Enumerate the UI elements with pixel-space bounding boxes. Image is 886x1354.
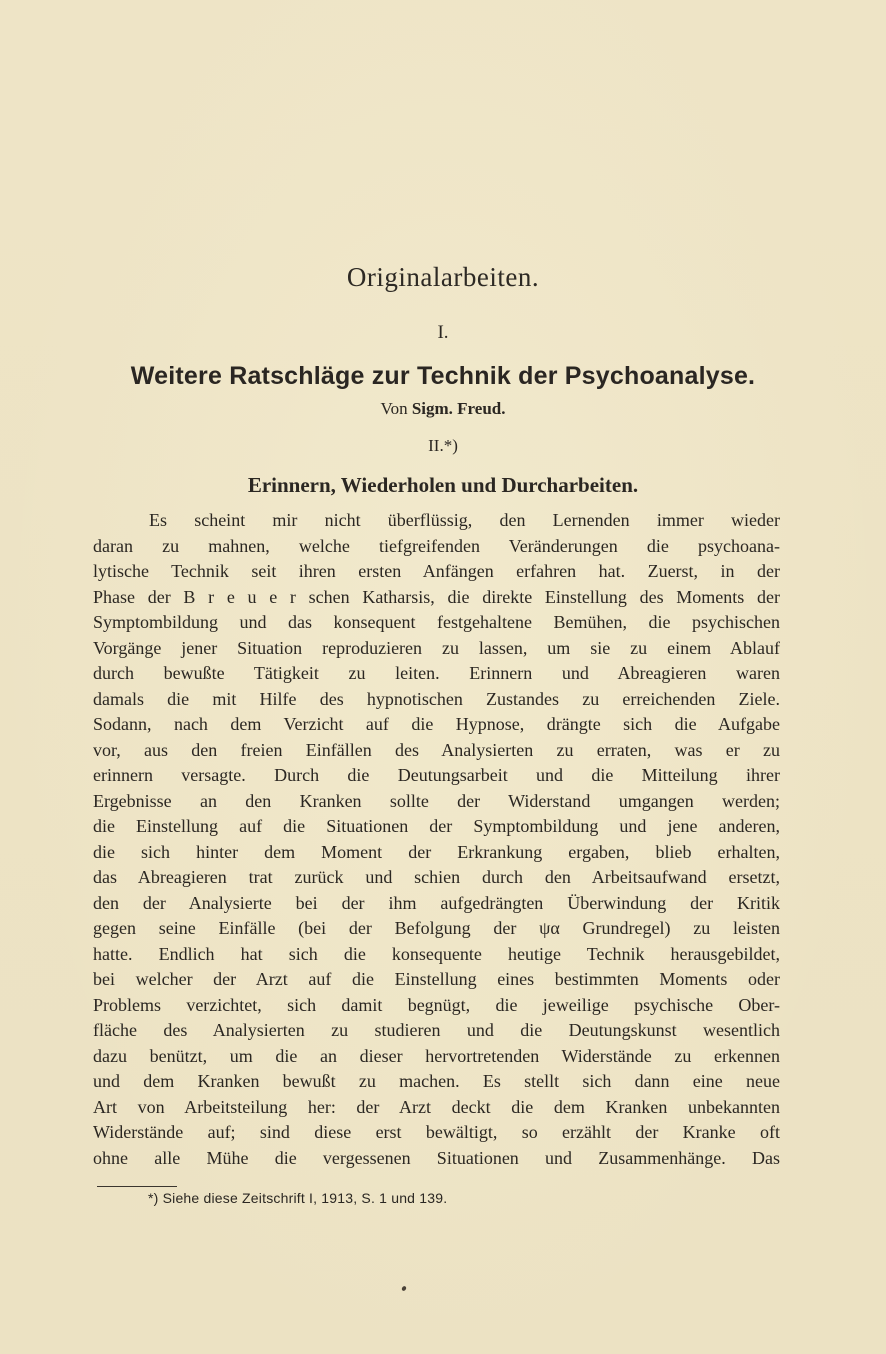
article-title: Weitere Ratschläge zur Technik der Psychoanalyse.: [130, 362, 756, 390]
part-label: II.*): [428, 436, 458, 455]
text-line: und dem Kranken bewußt zu machen. Es stellt sich dann eine neue: [93, 1071, 780, 1091]
text-line: Phase der B r e u e r schen Katharsis, die direkte Einstellung des Moments der: [93, 586, 780, 607]
ink-speck: [401, 1285, 407, 1291]
text-line: Ergebnisse an den Kranken sollte der Widerstand umgangen werden;: [93, 790, 780, 811]
text-line: Problems verzichtet, sich damit begnügt, die jeweilige psychische Ober-: [93, 994, 780, 1015]
footnote-divider: [97, 1186, 177, 1187]
text-line: Es scheint mir nicht überflüssig, den Lernenden immer wieder: [149, 510, 780, 530]
text-line: vor, aus den freien Einfällen des Analysierten zu erraten, was er zu: [93, 739, 780, 760]
text-line: die sich hinter dem Moment der Erkrankung ergaben, blieb erhalten,: [93, 841, 780, 862]
text-line: ohne alle Mühe die vergessenen Situationen und Zusammenhänge. Das: [93, 1147, 780, 1168]
body-paragraph: [93, 508, 780, 1171]
author-prefix: Von: [380, 399, 408, 418]
article-subtitle: Erinnern, Wiederholen und Durcharbeiten.: [247, 473, 639, 497]
text-line: Art von Arbeitsteilung her: der Arzt deckt die dem Kranken unbekannten: [93, 1096, 780, 1117]
text-line: Sodann, nach dem Verzicht auf die Hypnose, drängte sich die Aufgabe: [93, 714, 780, 734]
text-line: erinnern versagte. Durch die Deutungsarbeit und die Mitteilung ihrer: [93, 765, 780, 785]
section-title: Originalarbeiten.: [346, 262, 540, 292]
text-line: den der Analysierte bei der ihm aufgedrängten Überwindung der Kritik: [93, 892, 780, 913]
text-line: lytische Technik seit ihren ersten Anfängen erfahren hat. Zuerst, in der: [93, 561, 780, 581]
text-line: hatte. Endlich hat sich die konsequente heutige Technik herausgebildet,: [93, 943, 780, 964]
author-name: Sigm. Freud.: [411, 399, 506, 418]
text-line: gegen seine Einfälle (bei der Befolgung der ψα Grundregel) zu leisten: [93, 918, 780, 938]
text-line: Symptombildung und das konsequent festgehaltene Bemühen, die psychischen: [93, 612, 780, 632]
footnote: *) Siehe diese Zeitschrift I, 1913, S. 1 und 139.: [148, 1190, 448, 1206]
article-number: I.: [437, 322, 449, 343]
text-line: durch bewußte Tätigkeit zu leiten. Erinnern und Abreagieren waren: [93, 663, 780, 683]
author-line: [0, 399, 886, 419]
text-line: fläche des Analysierten zu studieren und die Deutungskunst wesentlich: [93, 1020, 780, 1040]
text-line: das Abreagieren trat zurück und schien durch den Arbeitsaufwand ersetzt,: [93, 867, 780, 887]
text-line: damals die mit Hilfe des hypnotischen Zustandes zu erreichenden Ziele.: [93, 688, 780, 709]
text-line: Widerstände auf; sind diese erst bewältigt, so erzählt der Kranke oft: [93, 1122, 780, 1142]
text-line: die Einstellung auf die Situationen der Symptombildung und jene anderen,: [93, 816, 780, 836]
text-line: bei welcher der Arzt auf die Einstellung eines bestimmten Moments oder: [93, 969, 780, 989]
text-line: dazu benützt, um die an dieser hervortretenden Widerstände zu erkennen: [93, 1045, 780, 1066]
text-line: daran zu mahnen, welche tiefgreifenden Veränderungen die psychoana-: [93, 535, 780, 556]
text-line: Vorgänge jener Situation reproduzieren zu lassen, um sie zu einem Ablauf: [93, 637, 780, 658]
